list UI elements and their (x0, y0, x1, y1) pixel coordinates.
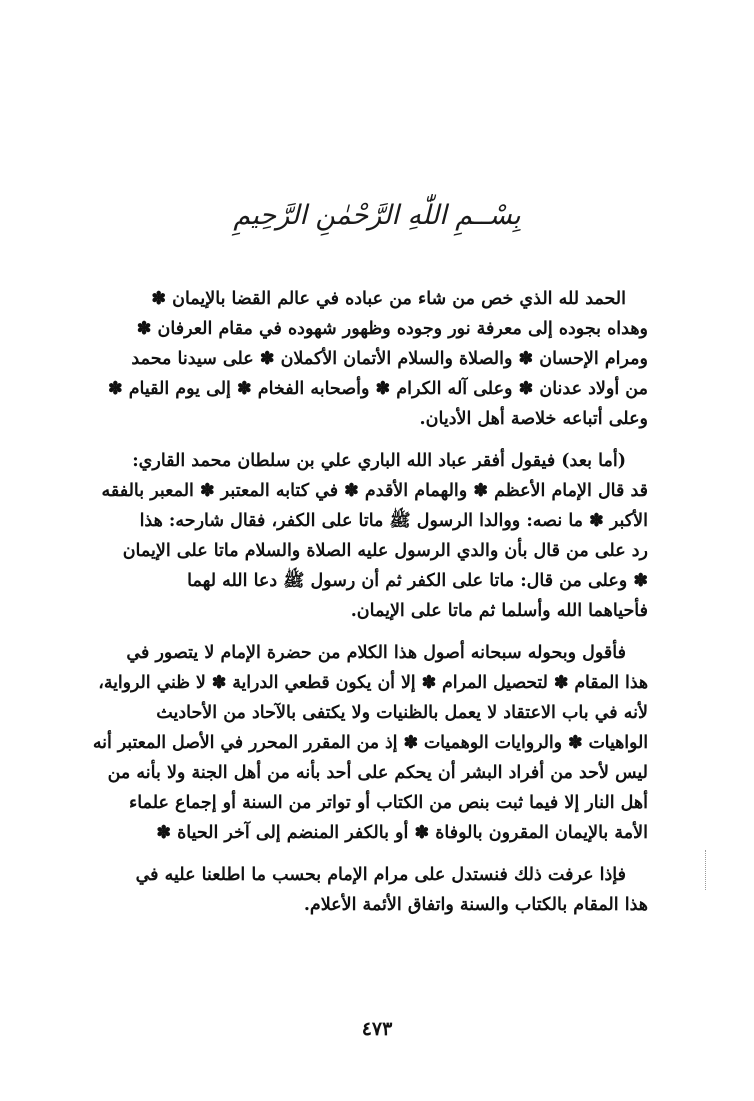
text-line: فأحياهما الله وأسلما ثم ماتا على الإيمان. (350, 601, 648, 621)
text-line: ليس لأحد من أفراد البشر أن يحكم على أحد بأنه من أهل الجنة ولا بأنه من (107, 763, 648, 783)
text-line: ✽ وعلى من قال: ماتا على الكفر ثم أن رسول ﷺ دعا الله لهما (187, 571, 648, 591)
text-line: وعلى أتباعه خلاصة أهل الأديان. (419, 409, 648, 429)
page-number: ٤٧٣ (361, 1018, 393, 1040)
margin-mark (705, 850, 714, 890)
text-line: وهداه بجوده إلى معرفة نور وجوده وظهور شهوده في مقام العرفان ✽ (136, 319, 648, 339)
text-line: أهل النار إلا فيما ثبت بنص من الكتاب أو تواتر من السنة أو إجماع علماء (129, 793, 648, 813)
text-line: الأكبر ✽ ما نصه: ووالدا الرسول ﷺ ماتا على الكفر، فقال شارحه: هذا (139, 511, 648, 531)
text-line: رد على من قال بأن والدي الرسول عليه الصلاة والسلام ماتا على الإيمان (122, 541, 648, 561)
basmala-heading: بِسْــمِ اللّٰهِ الرَّحْمٰنِ الرَّحِيمِ (233, 200, 521, 231)
paragraph-argument (92, 638, 648, 848)
text-line: فأقول وبحوله سبحانه أصول هذا الكلام من حضرة الإمام لا يتصور في (126, 643, 626, 663)
text-line: الحمد لله الذي خص من شاء من عباده في عالم القضا بالإيمان ✽ (151, 289, 626, 309)
text-line: الأمة بالإيمان المقرون بالوفاة ✽ أو بالكفر المنضم إلى آخر الحياة ✽ (156, 823, 648, 843)
text-line: هذا المقام بالكتاب والسنة واتفاق الأئمة الأعلام. (303, 895, 648, 915)
text-line: الواهيات ✽ والروايات الوهميات ✽ إذ من المقرر المحرر في الأصل المعتبر أنه (92, 733, 648, 753)
body-text (92, 280, 648, 928)
paragraph-amma-baad (92, 446, 648, 626)
text-line: (أما بعد) فيقول أفقر عباد الله الباري علي بن سلطان محمد القاري: (132, 451, 626, 471)
text-line: ومرام الإحسان ✽ والصلاة والسلام الأتمان الأكملان ✽ على سيدنا محمد (131, 349, 648, 369)
text-line: فإذا عرفت ذلك فنستدل على مرام الإمام بحسب ما اطلعنا عليه في (135, 865, 626, 885)
text-line: لأنه في باب الاعتقاد لا يعمل بالظنيات ولا يكتفى بالآحاد من الأحاديث (156, 703, 648, 723)
text-line: قد قال الإمام الأعظم ✽ والهمام الأقدم ✽ في كتابه المعتبر ✽ المعبر بالفقه (101, 481, 648, 501)
text-line: من أولاد عدنان ✽ وعلى آله الكرام ✽ وأصحابه الفخام ✽ إلى يوم القيام ✽ (107, 379, 648, 399)
paragraph-praise (92, 284, 648, 434)
paragraph-conclusion (92, 860, 648, 920)
text-line: هذا المقام ✽ لتحصيل المرام ✽ إلا أن يكون قطعي الدراية ✽ لا ظني الرواية، (98, 673, 648, 693)
